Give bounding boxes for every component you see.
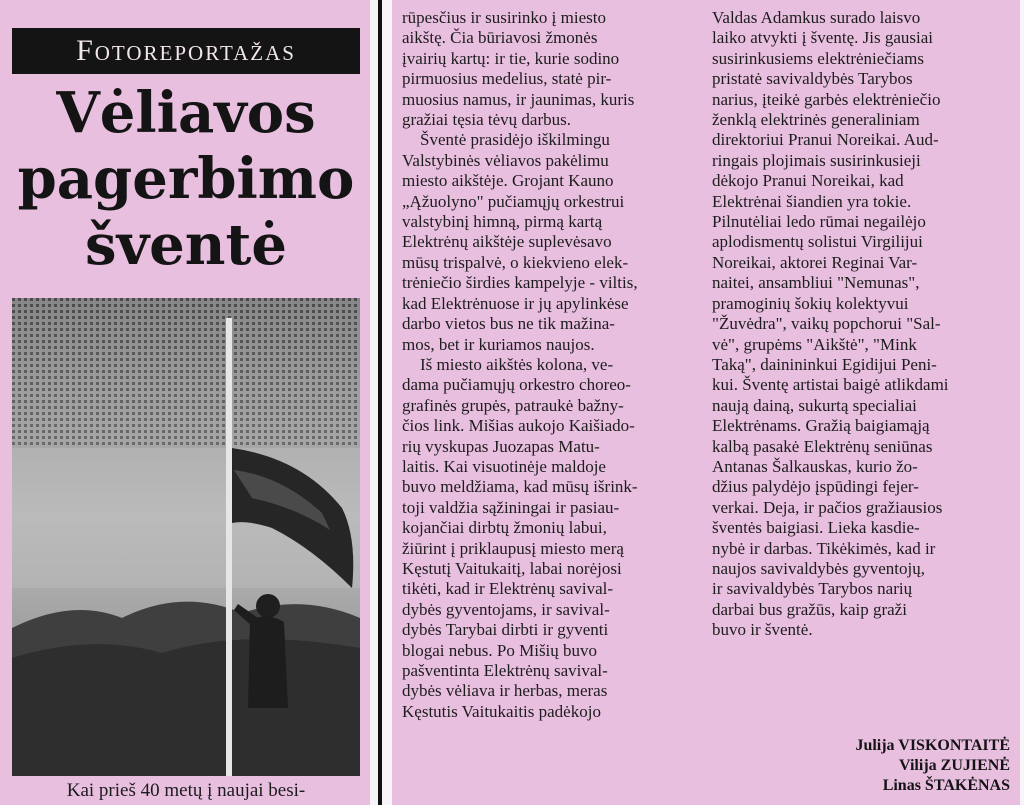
text-line: Elektrėnų aikštėje suplevėsavo bbox=[402, 232, 612, 252]
headline bbox=[12, 80, 360, 278]
text-line: mos, bet ir kuriamos naujos. bbox=[402, 334, 595, 354]
text-line: dybės gyventojams, ir savival- bbox=[402, 599, 610, 619]
text-line: vė", grupėms "Aikštė", "Mink bbox=[712, 334, 917, 354]
text-line: rių vyskupas Juozapas Matu- bbox=[402, 436, 600, 456]
headline-line-2: pagerbimo bbox=[17, 146, 355, 212]
text-line: pašventinta Elektrėnų savival- bbox=[402, 661, 608, 680]
text-line: Taką", dainininkui Egidijui Peni- bbox=[712, 354, 937, 374]
text-line: miesto aikštėje. Grojant Kauno bbox=[402, 171, 614, 191]
text-line: direktoriui Pranui Noreikai. Aud- bbox=[712, 130, 939, 150]
text-line: Noreikai, aktorei Reginai Var- bbox=[712, 252, 918, 272]
text-line: Elektrėnai šiandien yra tokie. bbox=[712, 191, 912, 211]
text-line: valstybinį himną, pirmą kartą bbox=[402, 212, 603, 232]
photo-illustration bbox=[12, 298, 360, 776]
text-line: nybė ir darbas. Tikėkimės, kad ir bbox=[712, 538, 936, 558]
section-label: Fotoreportažas bbox=[12, 28, 360, 74]
column-divider bbox=[378, 0, 382, 805]
text-line: „Ąžuolyno" pučiamųjų orkestrui bbox=[402, 191, 625, 211]
text-line: kalbą pasakė Elektrėnų seniūnas bbox=[712, 436, 933, 456]
text-line: pramoginių šokių kolektyvui bbox=[712, 293, 909, 313]
text-line: blogai nebus. Po Mišių buvo bbox=[402, 640, 598, 660]
text-line: žiūrint į priklaupusį miesto merą bbox=[402, 538, 624, 558]
text-line: gražiai tęsia tėvų darbus. bbox=[402, 110, 571, 130]
middle-column bbox=[392, 0, 704, 805]
photo-caption: Kai prieš 40 metų į naujai besi- bbox=[66, 780, 306, 801]
text-line: pristatė savivaldybės Tarybos bbox=[712, 69, 913, 89]
text-line: susirinkusiems elektrėniečiams bbox=[712, 48, 924, 68]
text-line: tikėti, kad ir Elektrėnų savival- bbox=[402, 579, 614, 599]
flag-raising-photo bbox=[12, 298, 360, 776]
text-line: Antanas Šalkauskas, kurio žo- bbox=[712, 456, 918, 476]
text-line: ringais plojimais susirinkusieji bbox=[712, 150, 921, 170]
author-1: Julija VISKONTAITĖ bbox=[855, 737, 1010, 754]
headline-line-3: šventė bbox=[85, 212, 287, 278]
right-column-text bbox=[712, 8, 1016, 641]
text-line: Elektrėnams. Gražią baigiamąją bbox=[712, 416, 930, 436]
text-line: aplodismentų solistui Virgilijui bbox=[712, 232, 923, 252]
text-line: verkai. Deja, ir pačios gražiausios bbox=[712, 497, 943, 517]
text-line: Iš miesto aikštės kolona, ve- bbox=[420, 354, 614, 374]
text-line: čios link. Mišias aukojo Kaišiado- bbox=[402, 416, 635, 436]
text-line: naitei, ansambliui "Nemunas", bbox=[712, 273, 920, 293]
text-line: "Žuvėdra", vaikų popchorui "Sal- bbox=[712, 314, 941, 334]
text-line: laiko atvykti į šventę. Jis gausiai bbox=[712, 28, 933, 48]
text-line: naują dainą, sukurtą specialiai bbox=[712, 395, 917, 415]
text-line: Pilnutėliai ledo rūmai negailėjo bbox=[712, 212, 926, 232]
right-column bbox=[704, 0, 1020, 805]
text-line: dybės Tarybai dirbti ir gyventi bbox=[402, 620, 609, 640]
author-3: Linas ŠTAKĖNAS bbox=[882, 777, 1010, 794]
text-line: muosius namus, ir jaunimas, kuris bbox=[402, 89, 635, 109]
text-line: laitis. Kai visuotinėje maldoje bbox=[402, 456, 606, 476]
text-line: narius, įteikė garbės elektrėniečio bbox=[712, 89, 941, 109]
text-line: ir savivaldybės Tarybos narių bbox=[712, 579, 913, 599]
text-line: Valstybinės vėliavos pakėlimu bbox=[402, 150, 609, 170]
left-panel bbox=[0, 0, 370, 805]
text-line: trėniečio širdies kampelyje - viltis, bbox=[402, 273, 638, 293]
text-line: mūsų trispalvė, o kiekvieno elek- bbox=[402, 252, 629, 272]
middle-column-text bbox=[402, 8, 698, 722]
headline-line-1: Vėliavos bbox=[56, 80, 316, 146]
authors bbox=[855, 736, 1010, 796]
text-line: aikštę. Čia būriavosi žmonės bbox=[402, 28, 598, 48]
author-2: Vilija ZUJIENĖ bbox=[899, 757, 1010, 774]
text-line: darbai bus gražūs, kaip graži bbox=[712, 599, 907, 619]
text-line: darbo vietos bus ne tik mažina- bbox=[402, 314, 615, 334]
text-line: įvairių kartų: ir tie, kurie sodino bbox=[402, 48, 620, 68]
text-line: buvo ir šventė. bbox=[712, 620, 813, 640]
text-line: toji valdžia sąžiningai ir pasiau- bbox=[402, 497, 620, 517]
text-line: dybės vėliava ir herbas, meras bbox=[402, 681, 608, 701]
text-line: Kęstutį Vaitukaitį, labai norėjosi bbox=[402, 558, 622, 578]
text-line: dama pučiamųjų orkestro choreo- bbox=[402, 375, 631, 395]
text-line: pirmuosius medelius, statė pir- bbox=[402, 69, 612, 89]
text-line: šventės baigiasi. Lieka kasdie- bbox=[712, 518, 920, 538]
text-line: džius palydėjo įspūdingi fejer- bbox=[712, 477, 919, 497]
text-line: rūpesčius ir susirinko į miesto bbox=[402, 8, 606, 27]
text-line: Šventė prasidėjo iškilmingu bbox=[420, 130, 610, 150]
text-line: kojančiai dirbtų žmonių labui, bbox=[402, 518, 607, 538]
text-line: Kęstutis Vaitukaitis padėkojo bbox=[402, 701, 601, 721]
text-line: kad Elektrėnuose ir jų apylinkėse bbox=[402, 293, 629, 313]
text-line: kui. Šventę artistai baigė atlikdami bbox=[712, 375, 949, 395]
text-line: naujos savivaldybės gyventojų, bbox=[712, 558, 925, 578]
text-line: Valdas Adamkus surado laisvo bbox=[712, 8, 921, 27]
text-line: dėkojo Pranui Noreikai, kad bbox=[712, 171, 904, 191]
text-line: ženklą elektrinės generaliniam bbox=[712, 110, 920, 130]
text-line: grafinės grupės, patraukė bažny- bbox=[402, 395, 624, 415]
text-line: buvo meldžiama, kad mūsų išrink- bbox=[402, 477, 638, 497]
